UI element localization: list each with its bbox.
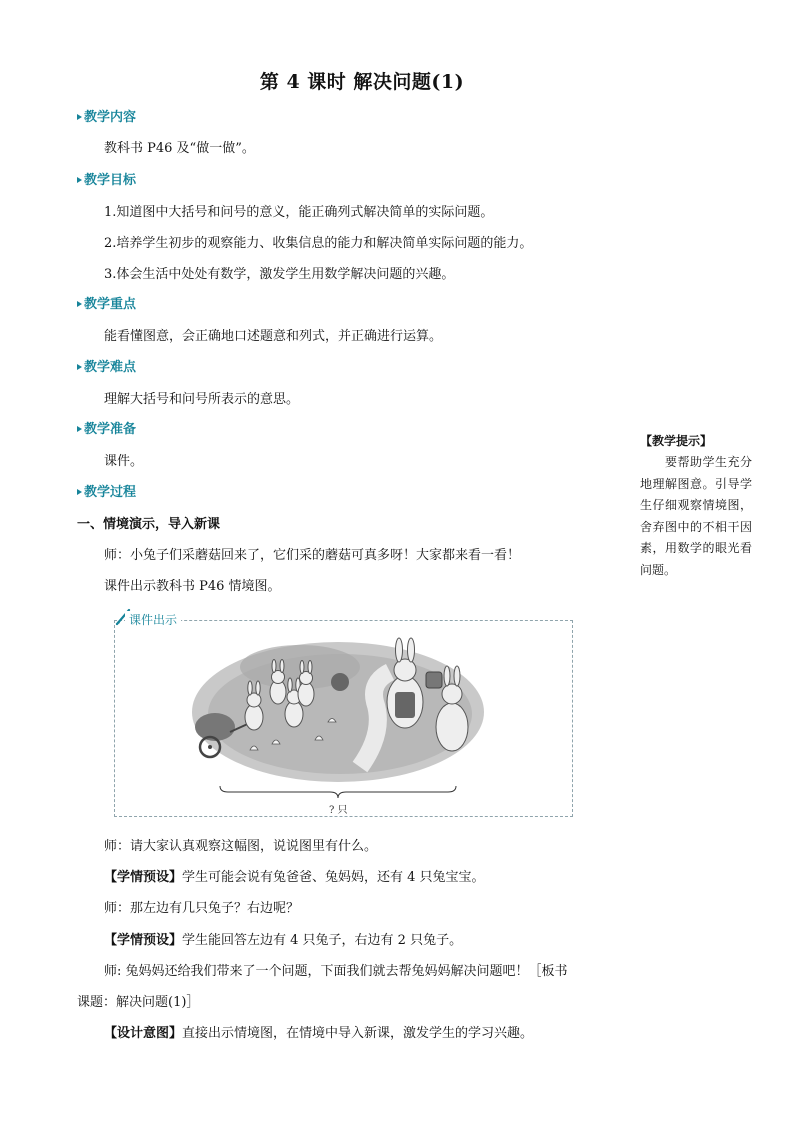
goal-item: 3.体会生活中处处有数学，激发学生用数学解决问题的兴趣。: [104, 267, 455, 282]
preset-line-2: 【学情预设】学生能回答左边有 4 只兔子，右边有 2 只兔子。: [104, 933, 463, 948]
triangle-bullet-icon: [77, 114, 82, 120]
section-heading-goals: 教学目标: [77, 169, 136, 188]
key-text: 能看懂图意，会正确地口述题意和列式，并正确进行运算。: [104, 329, 443, 344]
design-intent: 【设计意图】直接出示情境图，在情境中导入新课，激发学生的学习兴趣。: [104, 1026, 534, 1041]
teacher-line-4: 师: 兔妈妈还给我们带来了一个问题，下面我们就去帮兔妈妈解决问题吧！［板书: [104, 964, 568, 979]
figure-label: 课件出示: [125, 611, 181, 628]
section-heading-key: 教学重点: [77, 293, 136, 312]
teacher-line-4-cont: 课题：解决问题(1)］: [77, 995, 200, 1010]
section-heading-prep: 教学准备: [77, 418, 136, 437]
triangle-bullet-icon: [77, 426, 82, 432]
goal-item: 1.知道图中大括号和问号的意义，能正确列式解决简单的实际问题。: [104, 205, 494, 220]
question-count-label: ? 只: [329, 805, 348, 816]
section-heading-difficulty: 教学难点: [77, 356, 136, 375]
triangle-bullet-icon: [77, 301, 82, 307]
rabbits-mushrooms-illustration: [190, 632, 490, 787]
triangle-bullet-icon: [77, 489, 82, 495]
sidebar-text: 要帮助学生充分地理解图意。引导学生仔细观察情境图，舍弃图中的不相干因素，用数学的眼光看问题。: [640, 455, 752, 577]
section-heading-content: 教学内容: [77, 106, 136, 125]
courseware-line: 课件出示教科书 P46 情境图。: [104, 579, 281, 594]
teacher-line-3: 师：那左边有几只兔子？右边呢？: [104, 901, 300, 916]
content-text: 教科书 P46 及“做一做”。: [104, 141, 255, 156]
teacher-line-2: 师：请大家认真观察这幅图，说说图里有什么。: [104, 839, 378, 854]
curly-brace: [218, 784, 458, 800]
difficulty-text: 理解大括号和问号所表示的意思。: [104, 392, 300, 407]
section-heading-process: 教学过程: [77, 481, 136, 500]
teacher-line-1: 师：小兔子们采蘑菇回来了，它们采的蘑菇可真多呀！大家都来看一看！: [104, 548, 521, 563]
page-title: 第 4 课时 解决问题(1): [259, 71, 465, 93]
part1-heading: 一、情境演示，导入新课: [77, 517, 221, 532]
sidebar-heading: 【教学提示】: [640, 434, 713, 448]
goal-item: 2.培养学生初步的观察能力、收集信息的能力和解决简单实际问题的能力。: [104, 236, 533, 251]
prep-text: 课件。: [104, 454, 144, 469]
triangle-bullet-icon: [77, 177, 82, 183]
preset-line-1: 【学情预设】学生可能会说有兔爸爸、兔妈妈，还有 4 只兔宝宝。: [104, 870, 485, 885]
triangle-bullet-icon: [77, 364, 82, 370]
